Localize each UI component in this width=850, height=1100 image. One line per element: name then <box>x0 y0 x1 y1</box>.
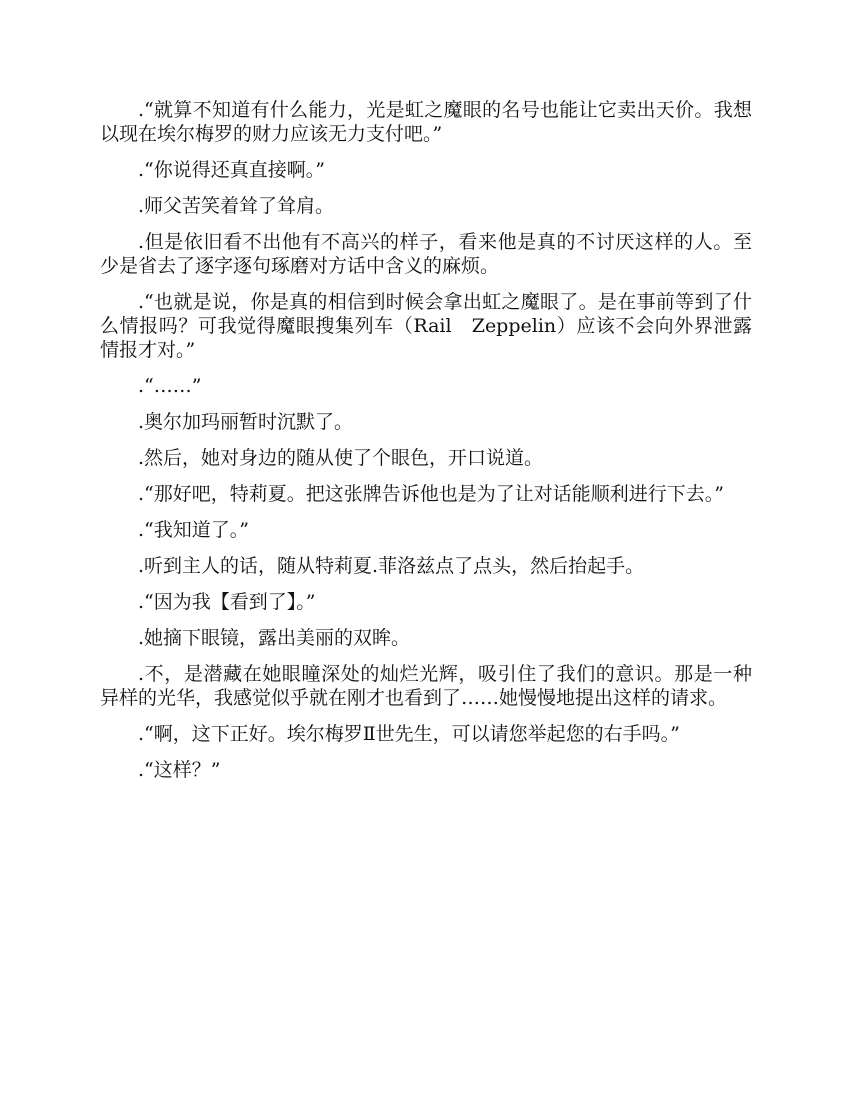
paragraph-14: .不，是潜藏在她眼瞳深处的灿烂光辉，吸引住了我们的意识。那是一种异样的光华，我感觉似乎就在刚才也看到了……她慢慢地提出这样的请求。 <box>100 663 752 709</box>
paragraph-4: .但是依旧看不出他有不高兴的样子，看来他是真的不讨厌这样的人。至少是省去了逐字逐句琢磨对方话中含义的麻烦。 <box>100 231 752 277</box>
paragraph-9: .“那好吧，特莉夏。把这张牌告诉他也是为了让对话能顺利进行下去。” <box>138 483 724 505</box>
paragraph-10: .“我知道了。” <box>138 519 249 541</box>
paragraph-1: .“就算不知道有什么能力，光是虹之魔眼的名号也能让它卖出天价。我想以现在埃尔梅罗的财力应该无力支付吧。” <box>100 99 752 145</box>
paragraph-6: .“……” <box>138 375 202 397</box>
paragraph-5: .“也就是说，你是真的相信到时候会拿出虹之魔眼了。是在事前等到了什么情报吗？可我觉得魔眼搜集列车（Rail Zeppelin）应该不会向外界泄露情报才对。” <box>100 291 752 361</box>
document-page <box>100 98 752 794</box>
paragraph-8: .然后，她对身边的随从使了个眼色，开口说道。 <box>138 447 544 469</box>
paragraph-12: .“因为我【看到了】。” <box>138 591 316 613</box>
paragraph-15: .“啊，这下正好。埃尔梅罗Ⅱ世先生，可以请您举起您的右手吗。” <box>138 723 680 745</box>
paragraph-7: .奥尔加玛丽暂时沉默了。 <box>138 411 354 433</box>
paragraph-13: .她摘下眼镜，露出美丽的双眸。 <box>138 627 411 649</box>
paragraph-16: .“这样？” <box>138 759 221 781</box>
paragraph-3: .师父苦笑着耸了耸肩。 <box>138 195 335 217</box>
paragraph-2: .“你说得还真直接啊。” <box>138 159 325 181</box>
paragraph-11: .听到主人的话，随从特莉夏.菲洛兹点了点头，然后抬起手。 <box>138 555 645 577</box>
